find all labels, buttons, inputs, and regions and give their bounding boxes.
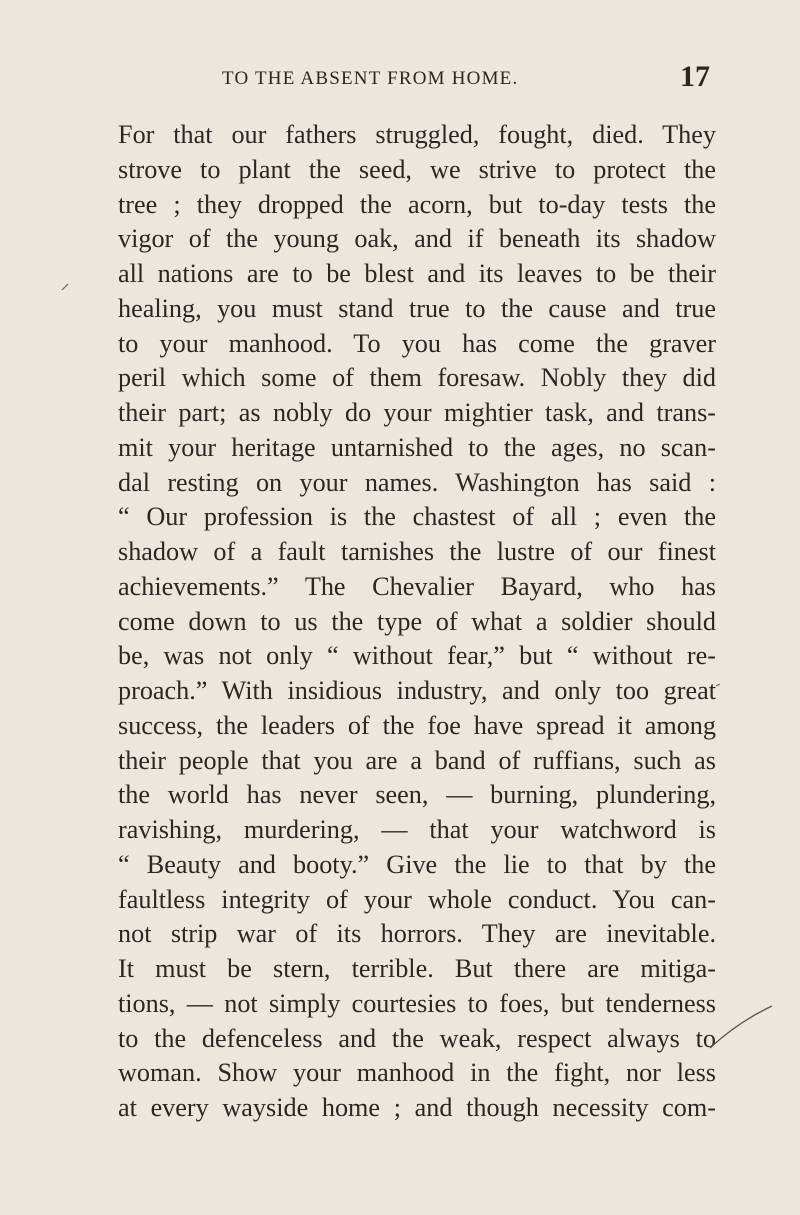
text-line: come down to us the type of what a soldier should	[118, 606, 716, 636]
pencil-mark-margin	[710, 1006, 772, 1048]
text-line: woman. Show your manhood in the fight, nor less	[118, 1058, 716, 1088]
text-line: faultless integrity of your whole conduct. You can-	[118, 884, 716, 914]
running-title: TO THE ABSENT FROM HOME.	[222, 68, 519, 89]
text-line: their people that you are a band of ruffians, such as	[118, 745, 716, 775]
pencil-mark-right	[716, 684, 720, 686]
text-line: tions, — not simply courtesies to foes, but tenderness	[118, 988, 716, 1018]
text-line: at every wayside home ; and though necessity com-	[118, 1093, 716, 1122]
text-line: success, the leaders of the foe have spread it among	[118, 710, 716, 740]
text-line: vigor of the young oak, and if beneath its shadow	[118, 224, 716, 254]
text-line: peril which some of them foresaw. Nobly they did	[118, 363, 716, 393]
text-line: the world has never seen, — burning, plundering,	[118, 780, 716, 810]
text-line: proach.” With insidious industry, and only too great	[118, 676, 716, 705]
text-line: “ Beauty and booty.” Give the lie to that by the	[118, 849, 716, 879]
text-line: to the defenceless and the weak, respect always to	[118, 1023, 716, 1053]
text-line: dal resting on your names. Washington has said :	[118, 467, 716, 497]
body-text	[118, 118, 716, 1126]
text-line: be, was not only “ without fear,” but “ without re-	[118, 641, 716, 671]
page-header	[118, 62, 710, 102]
text-line: their part; as nobly do your mightier task, and trans-	[118, 398, 716, 427]
text-line: mit your heritage untarnished to the ages, no scan-	[118, 432, 716, 462]
text-line: It must be stern, terrible. But there are mitiga-	[118, 954, 716, 983]
page-number: 17	[680, 60, 710, 93]
text-line: to your manhood. To you has come the graver	[118, 328, 716, 358]
text-line: healing, you must stand true to the cause and true	[118, 293, 716, 323]
text-line: shadow of a fault tarnishes the lustre of our finest	[118, 537, 716, 566]
pencil-mark-left	[62, 284, 68, 290]
text-line: For that our fathers struggled, fought, died. They	[118, 120, 716, 149]
text-line: achievements.” The Chevalier Bayard, who has	[118, 571, 716, 601]
text-line: strove to plant the seed, we strive to protect the	[118, 154, 716, 184]
text-line: ravishing, murdering, — that your watchword is	[118, 815, 716, 844]
text-line: all nations are to be blest and its leaves to be their	[118, 259, 716, 288]
text-line: not strip war of its horrors. They are inevitable.	[118, 919, 716, 949]
text-line: tree ; they dropped the acorn, but to-day tests the	[118, 189, 716, 219]
text-line: “ Our profession is the chastest of all ; even the	[118, 502, 716, 532]
